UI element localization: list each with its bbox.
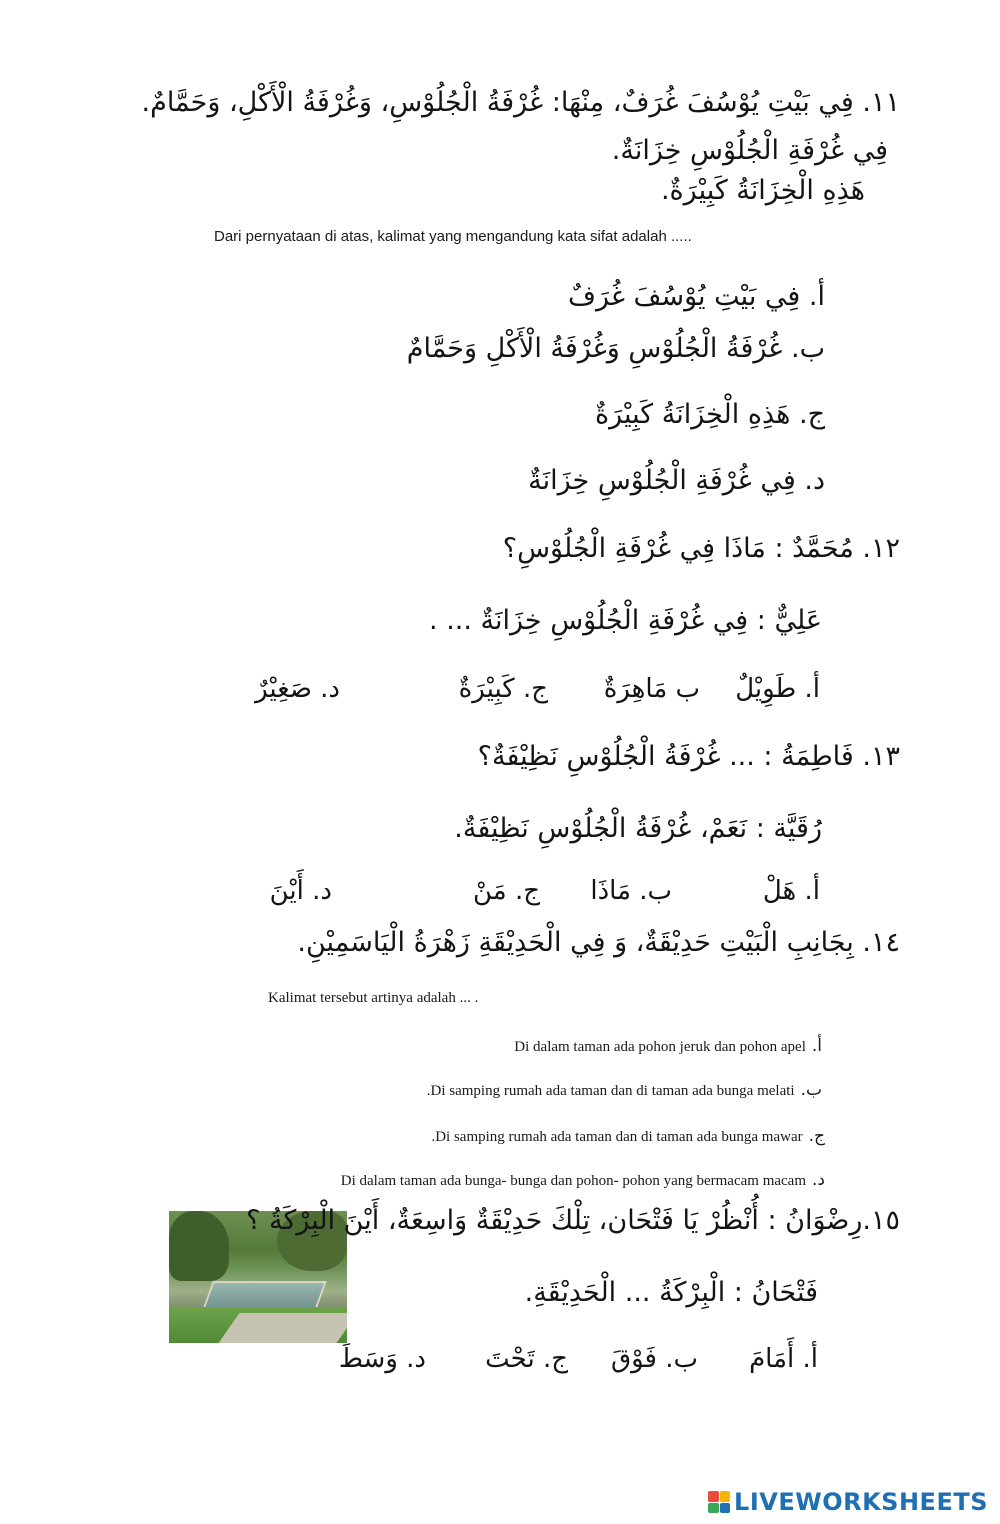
- q11-option-a[interactable]: أ. فِي بَيْتِ يُوْسُفَ غُرَفٌ: [567, 281, 825, 312]
- q12-line2: عَلِيٌّ : فِي غُرْفَةِ الْجُلُوْسِ خِزَانَةٌ ... .: [429, 605, 822, 636]
- q13-line2: رُقَيَّة : نَعَمْ، غُرْفَةُ الْجُلُوْسِ نَظِيْفَةٌ.: [454, 813, 822, 844]
- q12-option-c[interactable]: ج. كَبِيْرَةٌ: [458, 674, 548, 704]
- q11-line1: ١١. فِي بَيْتِ يُوْسُفَ غُرَفٌ، مِنْهَا: غُرْفَةُ الْجُلُوْسِ، وَغُرْفَةُ الْأَكْلِ، وَحَمَّامٌ.: [141, 87, 900, 118]
- q15-option-a[interactable]: أ. أَمَامَ: [749, 1344, 818, 1374]
- q13-option-b[interactable]: ب. مَاذَا: [590, 876, 672, 906]
- q14-option-c-letter: ج.: [808, 1126, 825, 1146]
- q14-option-a-letter: أ.: [811, 1036, 822, 1056]
- liveworksheets-logo: [708, 1488, 988, 1516]
- q14-option-c[interactable]: [431, 1126, 825, 1146]
- q15-option-b[interactable]: ب. فَوْقَ: [610, 1344, 698, 1374]
- q11-option-d[interactable]: د. فِي غُرْفَةِ الْجُلُوْسِ خِزَانَةٌ: [528, 465, 825, 496]
- q14-option-c-text: Di samping rumah ada taman dan di taman ada bunga mawar.: [431, 1129, 803, 1145]
- liveworksheets-logo-icon: [708, 1491, 730, 1513]
- liveworksheets-brand: LIVEWORKSHEETS: [734, 1488, 988, 1516]
- q11-line3: هَذِهِ الْخِزَانَةُ كَبِيْرَةٌ.: [660, 175, 865, 206]
- q11-option-c[interactable]: ج. هَذِهِ الْخِزَانَةُ كَبِيْرَةٌ: [594, 399, 825, 430]
- q14-prompt: Kalimat tersebut artinya adalah ... .: [268, 990, 479, 1006]
- q14-option-d-text: Di dalam taman ada bunga- bunga dan pohon- pohon yang bermacam macam: [340, 1173, 807, 1189]
- q13-line1: ١٣. فَاطِمَةُ : ... غُرْفَةُ الْجُلُوْسِ نَظِيْفَةٌ؟: [477, 741, 900, 772]
- q11-option-b[interactable]: ب. غُرْفَةُ الْجُلُوْسِ وَغُرْفَةُ الْأَكْلِ وَحَمَّامٌ: [406, 333, 825, 364]
- q15-option-d[interactable]: د. وَسَطَ: [338, 1344, 426, 1374]
- q14-option-b-text: Di samping rumah ada taman dan di taman ada bunga melati.: [426, 1083, 795, 1099]
- q14-option-d-letter: د.: [812, 1170, 825, 1190]
- q15-option-c[interactable]: ج. تَحْتَ: [485, 1344, 568, 1374]
- q11-line2: فِي غُرْفَةِ الْجُلُوْسِ خِزَانَةٌ.: [611, 135, 888, 166]
- q14-option-b[interactable]: [427, 1080, 822, 1100]
- q14-option-b-letter: ب.: [800, 1080, 822, 1100]
- q14-option-a-text: Di dalam taman ada pohon jeruk dan pohon apel: [514, 1039, 806, 1055]
- q12-option-d[interactable]: د. صَغِيْرٌ: [255, 674, 340, 704]
- q14-line1: ١٤. بِجَانِبِ الْبَيْتِ حَدِيْقَةٌ، وَ فِي الْحَدِيْقَةِ زَهْرَةُ الْيَاسَمِيْنِ.: [297, 927, 900, 958]
- q12-option-b[interactable]: ب مَاهِرَةٌ: [603, 674, 700, 704]
- q12-option-a[interactable]: أ. طَوِيْلٌ: [735, 674, 820, 704]
- q15-line1: ١٥.رِضْوَانُ : أُنْظُرْ يَا فَتْحَان، تِلْكَ حَدِيْقَةٌ وَاسِعَةٌ، أَيْنَ الْبِرْكَةُ ؟: [246, 1205, 900, 1236]
- q14-option-d[interactable]: [341, 1170, 825, 1190]
- q13-option-d[interactable]: د. أَيْنَ: [269, 876, 332, 906]
- q13-option-a[interactable]: أ. هَلْ: [762, 876, 820, 906]
- q13-option-c[interactable]: ج. مَنْ: [472, 876, 540, 906]
- q12-line1: ١٢. مُحَمَّدٌ : مَاذَا فِي غُرْفَةِ الْجُلُوْسِ؟: [502, 533, 900, 564]
- q11-prompt: Dari pernyataan di atas, kalimat yang mengandung kata sifat adalah .....: [214, 228, 692, 245]
- q14-option-a[interactable]: [514, 1036, 822, 1056]
- q15-line2: فَتْحَانُ : الْبِرْكَةُ ... الْحَدِيْقَةِ.: [524, 1277, 818, 1308]
